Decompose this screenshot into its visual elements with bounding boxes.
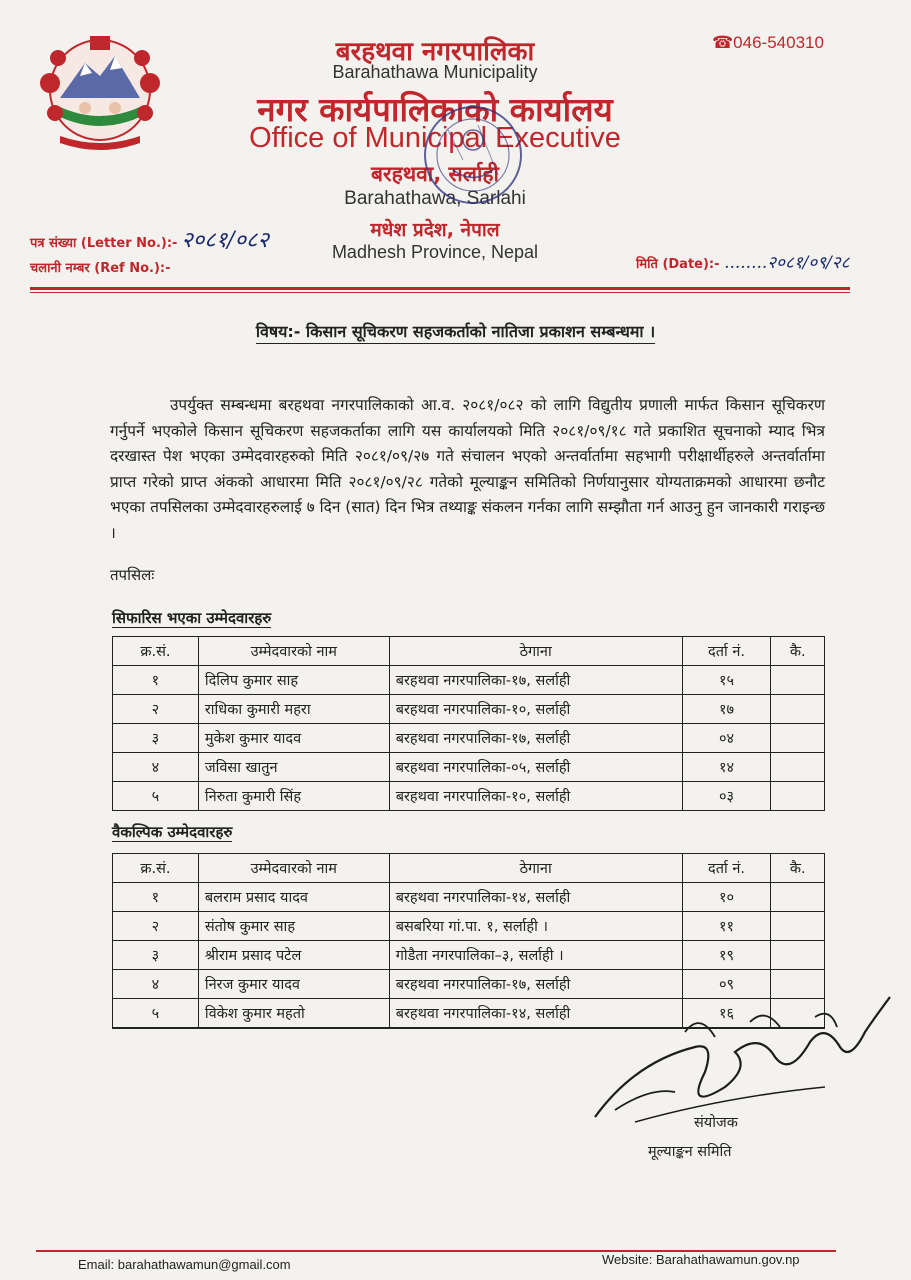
cell-remarks — [771, 695, 825, 724]
cell-address: बरहथवा नगरपालिका-१७, सर्लाही — [389, 970, 682, 999]
municipality-name-nepali: बरहथवा नगरपालिका — [335, 37, 535, 67]
col-reg-no: दर्ता नं. — [682, 854, 771, 883]
table-header-row — [113, 637, 825, 666]
cell-reg-no: १४ — [682, 753, 771, 782]
alternate-title-text: वैकल्पिक उम्मेदवारहरु — [112, 823, 233, 841]
cell-serial: २ — [113, 695, 199, 724]
cell-name: निरुता कुमारी सिंह — [198, 782, 389, 811]
cell-address: बरहथवा नगरपालिका-१७, सर्लाही — [389, 724, 682, 753]
cell-serial: १ — [113, 666, 199, 695]
table-row — [113, 753, 825, 782]
recommended-title-text: सिफारिस भएका उम्मेदवारहरु — [112, 609, 272, 627]
cell-name: मुकेश कुमार यादव — [198, 724, 389, 753]
cell-name: राधिका कुमारी महरा — [198, 695, 389, 724]
cell-reg-no: ०४ — [682, 724, 771, 753]
table-row — [113, 883, 825, 912]
cell-remarks — [771, 753, 825, 782]
col-serial: क्र.सं. — [113, 854, 199, 883]
cell-name: विकेश कुमार महतो — [198, 999, 389, 1029]
cell-reg-no: ०९ — [682, 970, 771, 999]
cell-address: बरहथवा नगरपालिका-१७, सर्लाही — [389, 666, 682, 695]
table-row — [113, 941, 825, 970]
cell-reg-no: १० — [682, 883, 771, 912]
details-label: तपसिलः — [110, 566, 155, 584]
date-value: ........२०८१/०९/२८ — [724, 253, 850, 273]
cell-reg-no: १६ — [682, 999, 771, 1029]
province-nepali: मधेश प्रदेश, नेपाल — [370, 219, 500, 241]
alternate-section-title — [112, 822, 232, 842]
cell-address: बरहथवा नगरपालिका-१४, सर्लाही — [389, 999, 682, 1029]
col-address: ठेगाना — [389, 637, 682, 666]
cell-address: बरहथवा नगरपालिका-१०, सर्लाही — [389, 782, 682, 811]
table-row — [113, 912, 825, 941]
header-divider — [30, 287, 850, 290]
header-divider-thin — [30, 292, 850, 293]
location-english: Barahathawa, Sarlahi — [344, 188, 526, 209]
cell-serial: २ — [113, 912, 199, 941]
cell-reg-no: ११ — [682, 912, 771, 941]
cell-serial: १ — [113, 883, 199, 912]
letter-number-value: २०८१/०८२ — [181, 228, 269, 253]
col-remarks: कै. — [771, 854, 825, 883]
location-nepali: बरहथवा, सर्लाही — [370, 162, 500, 186]
footer-email: Email: barahathawamun@gmail.com — [78, 1257, 291, 1272]
cell-name: जविसा खातुन — [198, 753, 389, 782]
recommended-candidates-table — [112, 636, 825, 811]
recommended-section-title — [112, 608, 271, 628]
cell-serial: ३ — [113, 941, 199, 970]
municipality-name-english: Barahathawa Municipality — [332, 62, 538, 82]
letter-number-label: पत्र संख्या (Letter No.):- — [30, 236, 178, 251]
cell-reg-no: ०३ — [682, 782, 771, 811]
cell-reg-no: १९ — [682, 941, 771, 970]
col-name: उम्मेदवारको नाम — [198, 637, 389, 666]
cell-address: बसबरिया गां.पा. १, सर्लाही । — [389, 912, 682, 941]
table-row — [113, 695, 825, 724]
cell-serial: ३ — [113, 724, 199, 753]
table-row — [113, 666, 825, 695]
cell-address: बरहथवा नगरपालिका-१०, सर्लाही — [389, 695, 682, 724]
cell-address: बरहथवा नगरपालिका-०५, सर्लाही — [389, 753, 682, 782]
cell-remarks — [771, 912, 825, 941]
cell-name: श्रीराम प्रसाद पटेल — [198, 941, 389, 970]
cell-serial: ५ — [113, 782, 199, 811]
footer-website: Website: Barahathawamun.gov.np — [602, 1252, 800, 1267]
table-header-row — [113, 854, 825, 883]
cell-remarks — [771, 782, 825, 811]
col-remarks: कै. — [771, 637, 825, 666]
subject-line — [0, 320, 911, 342]
cell-address: बरहथवा नगरपालिका-१४, सर्लाही — [389, 883, 682, 912]
letter-date — [636, 250, 849, 273]
nepal-emblem-logo — [30, 28, 170, 153]
reference-number — [30, 258, 171, 276]
col-serial: क्र.सं. — [113, 637, 199, 666]
subject-text: विषय:- किसान सूचिकरण सहजकर्ताको नातिजा प्रकाशन सम्बन्धमा । — [256, 322, 655, 344]
cell-name: निरज कुमार यादव — [198, 970, 389, 999]
letter-number — [30, 224, 269, 254]
date-label: मिति (Date):- — [636, 257, 720, 272]
cell-serial: ४ — [113, 970, 199, 999]
cell-name: संतोष कुमार साह — [198, 912, 389, 941]
letter-body — [110, 393, 825, 546]
table-row — [113, 724, 825, 753]
cell-reg-no: १७ — [682, 695, 771, 724]
cell-remarks — [771, 724, 825, 753]
table-row — [113, 782, 825, 811]
cell-serial: ५ — [113, 999, 199, 1029]
cell-remarks — [771, 941, 825, 970]
col-address: ठेगाना — [389, 854, 682, 883]
cell-address: गोडैता नगरपालिका–३, सर्लाही । — [389, 941, 682, 970]
office-name-english: Office of Municipal Executive — [249, 122, 621, 154]
cell-serial: ४ — [113, 753, 199, 782]
phone-number: ☎046-540310 — [712, 33, 824, 52]
cell-remarks — [771, 883, 825, 912]
office-name-nepali: नगर कार्यपालिकाको कार्यालय — [257, 90, 613, 129]
signatory-role: संयोजक — [694, 1115, 738, 1131]
signatory-committee: मूल्याङ्कन समिति — [648, 1144, 732, 1160]
cell-name: बलराम प्रसाद यादव — [198, 883, 389, 912]
body-paragraph: उपर्युक्त सम्बन्धमा बरहथवा नगरपालिकाको आ.व. २०८१/०८२ को लागि विद्युतीय प्रणाली मार्फत किसान सूचिकरण गर्नुपर्ने भएकोले किसान सूचिकरण सहजकर्ताका लागि यस कार्यालयको मिति २०८१/०९/१८ गते प्रकाशित सूचनाको म्याद भित्र दरखास्त पेश भएका उम्मेदवारहरुको मिति २०८१/०९/२७ गते संचालन भएको अन्तर्वार्तामा सहभागी परीक्षार्थीहरुले अन्तर्वार्तामा प्राप्त गरेको प्राप्त अंकको आधारमा मिति २०८१/०९/२८ गतेको मूल्याङ्कन समितिको निर्णयानुसार योग्यताक्रमको आधारमा छनौट भएका तपसिलका उम्मेदवारहरुलाई ७ दिन (सात) दिन भित्र तथ्याङ्क संकलन गर्नका लागि सम्झौता गर्न आउनु हुन जानकारी गराइन्छ । — [110, 396, 825, 542]
province-english: Madhesh Province, Nepal — [331, 242, 539, 262]
cell-reg-no: १५ — [682, 666, 771, 695]
cell-remarks — [771, 666, 825, 695]
official-stamp — [418, 100, 528, 215]
col-reg-no: दर्ता नं. — [682, 637, 771, 666]
cell-name: दिलिप कुमार साह — [198, 666, 389, 695]
col-name: उम्मेदवारको नाम — [198, 854, 389, 883]
reference-number-label: चलानी नम्बर (Ref No.):- — [30, 261, 171, 276]
